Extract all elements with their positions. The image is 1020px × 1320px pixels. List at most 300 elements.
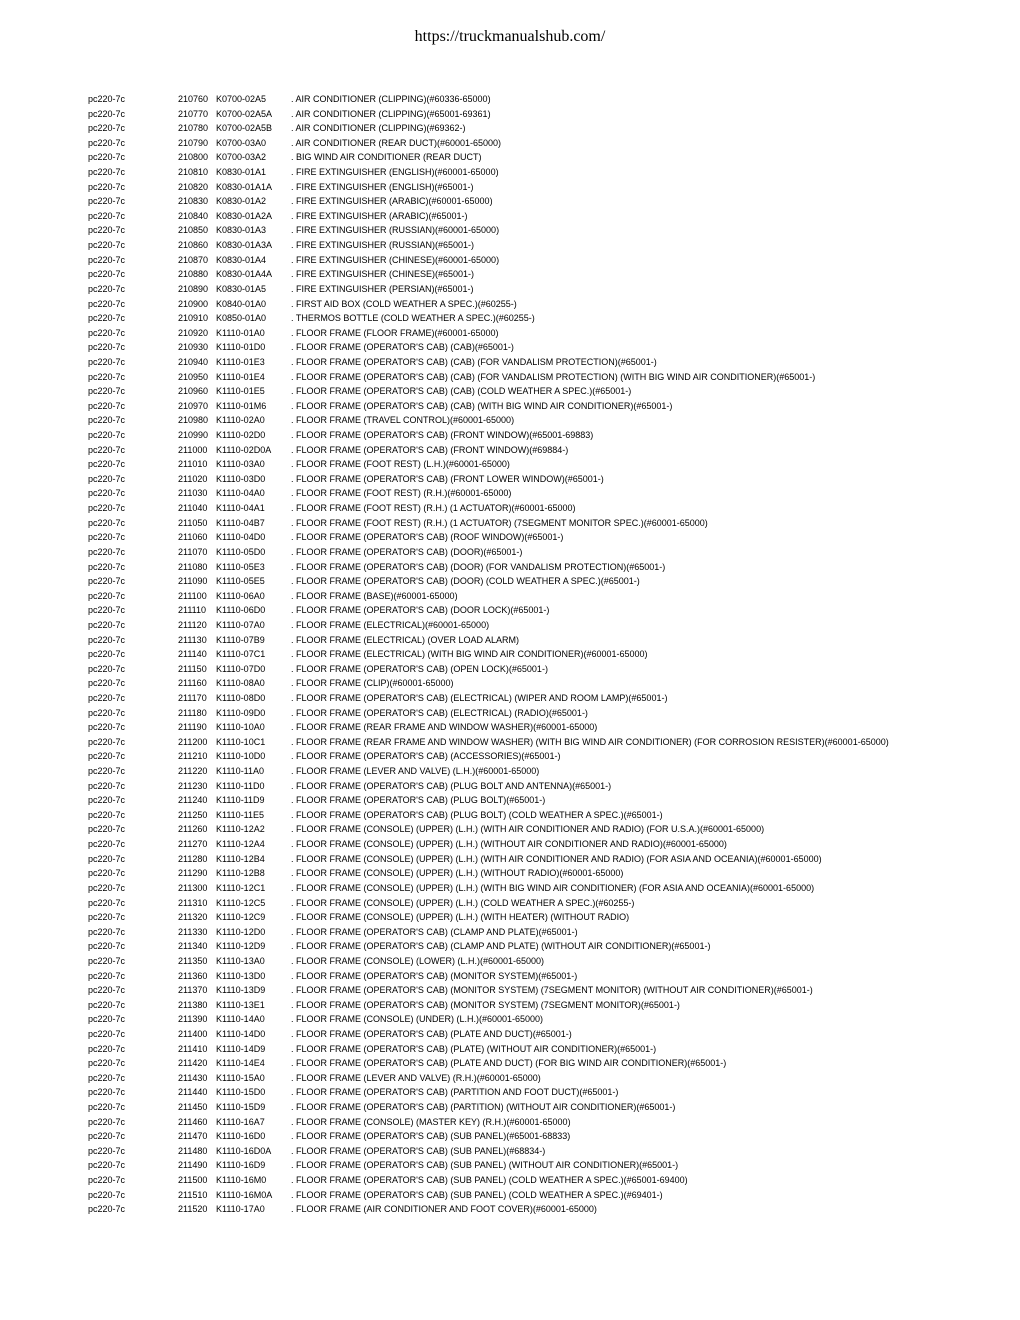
part-number-cell: K1110-16A7 [216, 1116, 265, 1127]
part-number-cell: K1110-16D0 [216, 1131, 266, 1142]
part-number-cell: K1110-04A0 [216, 488, 265, 499]
part-number-cell: K1110-06D0 [216, 605, 266, 616]
sequence-cell: 211520 [178, 1204, 208, 1215]
sequence-cell: 210810 [178, 167, 209, 178]
sequence-cell: 210820 [178, 181, 209, 192]
part-number-cell: K1110-14A0 [216, 1014, 265, 1025]
table-row [88, 107, 1008, 122]
table-row [88, 983, 1008, 998]
sequence-cell: 211500 [178, 1175, 208, 1186]
sequence-cell: 210780 [178, 123, 209, 134]
part-number-cell: K0700-03A2 [216, 152, 267, 163]
table-row [88, 150, 1008, 165]
sequence-cell: 210860 [178, 240, 209, 251]
table-row [88, 297, 1008, 312]
part-number-cell: K1110-01E4 [216, 371, 265, 382]
sequence-cell: 211170 [178, 692, 207, 703]
part-number-cell: K1110-12C9 [216, 912, 266, 923]
table-row [88, 1085, 1008, 1100]
sequence-cell: 211110 [178, 605, 207, 616]
sequence-cell: 211450 [178, 1102, 208, 1113]
description-cell: . FLOOR FRAME (CLIP)(#60001-65000) [291, 678, 454, 689]
description-cell: . FLOOR FRAME (OPERATOR'S CAB) (PLUG BOLT AND ANTENNA)(#65001-) [291, 780, 612, 791]
table-row [88, 808, 1008, 823]
model-cell: pc220-7c [88, 123, 126, 134]
model-cell: pc220-7c [88, 254, 126, 265]
sequence-cell: 210980 [178, 415, 209, 426]
model-cell: pc220-7c [88, 736, 126, 747]
part-number-cell: K1110-12B4 [216, 853, 265, 864]
part-number-cell: K1110-04D0 [216, 532, 266, 543]
description-cell: . FLOOR FRAME (OPERATOR'S CAB) (OPEN LOCK)(#65001-) [291, 663, 548, 674]
part-number-cell: K1110-10A0 [216, 722, 265, 733]
table-row [88, 735, 1008, 750]
part-number-cell: K1110-02D0 [216, 430, 266, 441]
sequence-cell: 210800 [178, 152, 209, 163]
sequence-cell: 210990 [178, 430, 209, 441]
sequence-cell: 211130 [178, 634, 207, 645]
part-number-cell: K1110-16M0A [216, 1189, 273, 1200]
table-row [88, 706, 1008, 721]
sequence-cell: 211280 [178, 853, 208, 864]
description-cell: . FIRE EXTINGUISHER (CHINESE)(#60001-65000) [291, 254, 500, 265]
description-cell: . FLOOR FRAME (ELECTRICAL)(#60001-65000) [291, 619, 490, 630]
sequence-cell: 211300 [178, 882, 208, 893]
model-cell: pc220-7c [88, 839, 126, 850]
part-number-cell: K1110-11D9 [216, 795, 265, 806]
model-cell: pc220-7c [88, 649, 126, 660]
model-cell: pc220-7c [88, 167, 126, 178]
description-cell: . FLOOR FRAME (CONSOLE) (UPPER) (L.H.) (WITHOUT AIR CONDITIONER AND RADIO)(#60001-65000) [291, 839, 727, 850]
table-row [88, 530, 1008, 545]
description-cell: . FLOOR FRAME (OPERATOR'S CAB) (CAB) (FOR VANDALISM PROTECTION)(#65001-) [291, 356, 657, 367]
model-cell: pc220-7c [88, 473, 126, 484]
part-number-cell: K0700-03A0 [216, 137, 267, 148]
sequence-cell: 211490 [178, 1160, 208, 1171]
model-cell: pc220-7c [88, 356, 126, 367]
table-row [88, 749, 1008, 764]
description-cell: . FLOOR FRAME (CONSOLE) (UNDER) (L.H.)(#60001-65000) [291, 1014, 544, 1025]
sequence-cell: 211140 [178, 649, 207, 660]
model-cell: pc220-7c [88, 283, 126, 294]
part-number-cell: K1110-07D0 [216, 663, 266, 674]
description-cell: . AIR CONDITIONER (CLIPPING)(#60336-65000) [291, 94, 491, 104]
part-number-cell: K0830-01A1 [216, 167, 267, 178]
part-number-cell: K0830-01A3A [216, 240, 273, 251]
description-cell: . FLOOR FRAME (CONSOLE) (UPPER) (L.H.) (WITH HEATER) (WITHOUT RADIO) [291, 912, 630, 923]
table-row [88, 223, 1008, 238]
description-cell: . FLOOR FRAME (CONSOLE) (LOWER) (L.H.)(#60001-65000) [291, 955, 545, 966]
sequence-cell: 211150 [178, 663, 207, 674]
table-row [88, 238, 1008, 253]
table-row [88, 676, 1008, 691]
page-header-url: https://truckmanualshub.com/ [414, 28, 606, 45]
sequence-cell: 210970 [178, 400, 209, 411]
table-row [88, 1115, 1008, 1130]
table-row [88, 1129, 1008, 1144]
part-number-cell: K1110-13A0 [216, 955, 265, 966]
sequence-cell: 211090 [178, 576, 208, 587]
description-cell: . FLOOR FRAME (FLOOR FRAME)(#60001-65000) [291, 327, 499, 338]
description-cell: . FLOOR FRAME (TRAVEL CONTROL)(#60001-65000) [291, 415, 515, 426]
description-cell: . FLOOR FRAME (OPERATOR'S CAB) (CAB) (COLD WEATHER A SPEC.)(#65001-) [291, 386, 632, 397]
part-number-cell: K1110-12B8 [216, 868, 265, 879]
parts-list [88, 92, 1008, 1217]
part-number-cell: K0830-01A1A [216, 181, 273, 192]
sequence-cell: 211350 [178, 955, 208, 966]
model-cell: pc220-7c [88, 868, 126, 879]
model-cell: pc220-7c [88, 590, 126, 601]
table-row [88, 1027, 1008, 1042]
sequence-cell: 210880 [178, 269, 209, 280]
description-cell: . FLOOR FRAME (OPERATOR'S CAB) (PLATE AND DUCT)(#65001-) [291, 1029, 572, 1039]
part-number-cell: K1110-08D0 [216, 692, 266, 703]
part-number-cell: K1110-04A1 [216, 503, 265, 514]
model-cell: pc220-7c [88, 240, 126, 251]
table-row [88, 355, 1008, 370]
part-number-cell: K1110-08A0 [216, 678, 265, 689]
description-cell: . FLOOR FRAME (REAR FRAME AND WINDOW WASHER) (WITH BIG WIND AIR CONDITIONER) (FOR CORROSION RESISTER)(#60001-65000) [291, 736, 889, 747]
model-cell: pc220-7c [88, 342, 126, 353]
model-cell: pc220-7c [88, 400, 126, 411]
model-cell: pc220-7c [88, 225, 126, 236]
model-cell: pc220-7c [88, 196, 126, 207]
part-number-cell: K1110-07A0 [216, 619, 265, 630]
part-number-cell: K1110-05E5 [216, 576, 265, 587]
description-cell: . FLOOR FRAME (CONSOLE) (MASTER KEY) (R.H.)(#60001-65000) [291, 1116, 571, 1127]
part-number-cell: K1110-16D0A [216, 1145, 272, 1156]
model-cell: pc220-7c [88, 1116, 126, 1127]
description-cell: . AIR CONDITIONER (CLIPPING)(#65001-69361) [291, 108, 491, 119]
table-row [88, 896, 1008, 911]
model-cell: pc220-7c [88, 985, 126, 996]
part-number-cell: K1110-15A0 [216, 1072, 265, 1083]
part-number-cell: K1110-03A0 [216, 459, 265, 470]
description-cell: . FLOOR FRAME (OPERATOR'S CAB) (PARTITION AND FOOT DUCT)(#65001-) [291, 1087, 619, 1098]
description-cell: . FLOOR FRAME (OPERATOR'S CAB) (CLAMP AND PLATE) (WITHOUT AIR CONDITIONER)(#65001-) [291, 941, 711, 952]
description-cell: . AIR CONDITIONER (REAR DUCT)(#60001-65000) [291, 137, 502, 148]
table-row [88, 194, 1008, 209]
table-row [88, 691, 1008, 706]
model-cell: pc220-7c [88, 1072, 126, 1083]
table-row [88, 852, 1008, 867]
table-row [88, 1100, 1008, 1115]
model-cell: pc220-7c [88, 532, 126, 543]
table-row [88, 662, 1008, 677]
table-row [88, 822, 1008, 837]
model-cell: pc220-7c [88, 430, 126, 441]
table-row [88, 545, 1008, 560]
model-cell: pc220-7c [88, 707, 126, 718]
part-number-cell: K1110-15D0 [216, 1087, 266, 1098]
sequence-cell: 211440 [178, 1087, 208, 1098]
sequence-cell: 211480 [178, 1145, 208, 1156]
model-cell: pc220-7c [88, 999, 126, 1010]
part-number-cell: K1110-13D9 [216, 985, 266, 996]
sequence-cell: 210840 [178, 210, 209, 221]
description-cell: . FLOOR FRAME (FOOT REST) (R.H.) (1 ACTUATOR) (7SEGMENT MONITOR SPEC.)(#60001-65000) [291, 517, 708, 528]
part-number-cell: K1110-01E5 [216, 386, 265, 397]
description-cell: . FLOOR FRAME (OPERATOR'S CAB) (DOOR)(#65001-) [291, 546, 523, 557]
table-row [88, 472, 1008, 487]
sequence-cell: 210770 [178, 108, 209, 119]
part-number-cell: K1110-14E4 [216, 1058, 265, 1069]
table-row [88, 1173, 1008, 1188]
description-cell: . AIR CONDITIONER (CLIPPING)(#69362-) [291, 123, 466, 134]
description-cell: . FIRE EXTINGUISHER (ARABIC)(#60001-65000) [291, 196, 493, 207]
sequence-cell: 211000 [178, 444, 208, 455]
sequence-cell: 211200 [178, 736, 208, 747]
part-number-cell: K0700-02A5B [216, 123, 273, 134]
table-row [88, 180, 1008, 195]
description-cell: . FLOOR FRAME (OPERATOR'S CAB) (ELECTRICAL) (WIPER AND ROOM LAMP)(#65001-) [291, 692, 668, 703]
model-cell: pc220-7c [88, 1131, 126, 1142]
model-cell: pc220-7c [88, 1204, 126, 1215]
part-number-cell: K1110-10C1 [216, 736, 266, 747]
sequence-cell: 210760 [178, 94, 209, 104]
table-row [88, 881, 1008, 896]
table-row [88, 603, 1008, 618]
model-cell: pc220-7c [88, 1160, 126, 1171]
part-number-cell: K1110-02A0 [216, 415, 265, 426]
part-number-cell: K1110-05E3 [216, 561, 265, 572]
sequence-cell: 211310 [178, 897, 208, 908]
description-cell: . FLOOR FRAME (CONSOLE) (UPPER) (L.H.) (WITH AIR CONDITIONER AND RADIO) (FOR ASIA AND OCEANIA)(#60001-65000) [291, 853, 822, 864]
model-cell: pc220-7c [88, 210, 126, 221]
table-row [88, 267, 1008, 282]
description-cell: . FLOOR FRAME (AIR CONDITIONER AND FOOT COVER)(#60001-65000) [291, 1204, 597, 1215]
part-number-cell: K1110-05D0 [216, 546, 266, 557]
sequence-cell: 211120 [178, 619, 207, 630]
description-cell: . FLOOR FRAME (OPERATOR'S CAB) (PLUG BOLT)(#65001-) [291, 795, 546, 806]
part-number-cell: K1110-12A2 [216, 824, 265, 835]
table-row [88, 779, 1008, 794]
model-cell: pc220-7c [88, 780, 126, 791]
model-cell: pc220-7c [88, 926, 126, 937]
model-cell: pc220-7c [88, 576, 126, 587]
sequence-cell: 211220 [178, 766, 208, 777]
model-cell: pc220-7c [88, 503, 126, 514]
part-number-cell: K0700-02A5A [216, 108, 273, 119]
part-number-cell: K1110-01A0 [216, 327, 265, 338]
part-number-cell: K1110-12A4 [216, 839, 265, 850]
sequence-cell: 211250 [178, 809, 208, 820]
part-number-cell: K1110-10D0 [216, 751, 266, 762]
part-number-cell: K1110-11A0 [216, 766, 265, 777]
sequence-cell: 211160 [178, 678, 207, 689]
part-number-cell: K1110-16D9 [216, 1160, 266, 1171]
table-row [88, 939, 1008, 954]
description-cell: . FLOOR FRAME (OPERATOR'S CAB) (PARTITION) (WITHOUT AIR CONDITIONER)(#65001-) [291, 1102, 676, 1113]
part-number-cell: K1110-01M6 [216, 400, 267, 411]
description-cell: . FLOOR FRAME (OPERATOR'S CAB) (SUB PANEL)(#65001-68833) [291, 1131, 571, 1142]
model-cell: pc220-7c [88, 605, 126, 616]
part-number-cell: K1110-11D0 [216, 780, 265, 791]
part-number-cell: K1110-04B7 [216, 517, 265, 528]
sequence-cell: 210900 [178, 298, 209, 309]
part-number-cell: K1110-06A0 [216, 590, 265, 601]
model-cell: pc220-7c [88, 1029, 126, 1039]
table-row [88, 925, 1008, 940]
sequence-cell: 211040 [178, 503, 208, 514]
table-row [88, 516, 1008, 531]
part-number-cell: K0830-01A4 [216, 254, 267, 265]
description-cell: . FLOOR FRAME (BASE)(#60001-65000) [291, 590, 458, 601]
part-number-cell: K1110-12C1 [216, 882, 266, 893]
description-cell: . FLOOR FRAME (OPERATOR'S CAB) (SUB PANEL) (COLD WEATHER A SPEC.)(#69401-) [291, 1189, 663, 1200]
model-cell: pc220-7c [88, 298, 126, 309]
sequence-cell: 210790 [178, 137, 209, 148]
table-row [88, 253, 1008, 268]
table-row [88, 589, 1008, 604]
model-cell: pc220-7c [88, 269, 126, 280]
table-row [88, 92, 1008, 107]
sequence-cell: 211340 [178, 941, 208, 952]
model-cell: pc220-7c [88, 619, 126, 630]
model-cell: pc220-7c [88, 1145, 126, 1156]
table-row [88, 837, 1008, 852]
model-cell: pc220-7c [88, 897, 126, 908]
model-cell: pc220-7c [88, 722, 126, 733]
part-number-cell: K0850-01A0 [216, 313, 267, 324]
sequence-cell: 211370 [178, 985, 208, 996]
sequence-cell: 211320 [178, 912, 208, 923]
description-cell: . FLOOR FRAME (OPERATOR'S CAB) (FRONT WINDOW)(#69884-) [291, 444, 569, 455]
sequence-cell: 211240 [178, 795, 208, 806]
description-cell: . FLOOR FRAME (LEVER AND VALVE) (L.H.)(#60001-65000) [291, 766, 540, 777]
model-cell: pc220-7c [88, 327, 126, 338]
model-cell: pc220-7c [88, 488, 126, 499]
table-row [88, 969, 1008, 984]
part-number-cell: K1110-12C5 [216, 897, 266, 908]
table-row [88, 633, 1008, 648]
description-cell: . FLOOR FRAME (OPERATOR'S CAB) (CAB) (WITH BIG WIND AIR CONDITIONER)(#65001-) [291, 400, 673, 411]
part-number-cell: K1110-13E1 [216, 999, 265, 1010]
sequence-cell: 211410 [178, 1043, 208, 1054]
description-cell: . FLOOR FRAME (CONSOLE) (UPPER) (L.H.) (COLD WEATHER A SPEC.)(#60255-) [291, 897, 635, 908]
part-number-cell: K1110-03D0 [216, 473, 266, 484]
table-row [88, 399, 1008, 414]
part-number-cell: K1110-02D0A [216, 444, 272, 455]
table-row [88, 574, 1008, 589]
model-cell: pc220-7c [88, 1175, 126, 1186]
table-row [88, 165, 1008, 180]
description-cell: . FLOOR FRAME (OPERATOR'S CAB) (PLATE) (WITHOUT AIR CONDITIONER)(#65001-) [291, 1043, 657, 1054]
description-cell: . FLOOR FRAME (OPERATOR'S CAB) (DOOR LOCK)(#65001-) [291, 605, 550, 616]
part-number-cell: K0700-02A5 [216, 94, 267, 104]
model-cell: pc220-7c [88, 444, 126, 455]
model-cell: pc220-7c [88, 1014, 126, 1025]
description-cell: . FLOOR FRAME (CONSOLE) (UPPER) (L.H.) (WITH BIG WIND AIR CONDITIONER) (FOR ASIA AND OCEANIA)(#60001-65000) [291, 882, 815, 893]
part-number-cell: K0830-01A3 [216, 225, 267, 236]
part-number-cell: K1110-11E5 [216, 809, 265, 820]
description-cell: . FLOOR FRAME (OPERATOR'S CAB) (SUB PANEL) (COLD WEATHER A SPEC.)(#65001-69400) [291, 1175, 688, 1186]
description-cell: . FLOOR FRAME (OPERATOR'S CAB) (FRONT LOWER WINDOW)(#65001-) [291, 473, 604, 484]
sequence-cell: 211030 [178, 488, 208, 499]
table-row [88, 486, 1008, 501]
part-number-cell: K1110-01D0 [216, 342, 266, 353]
sequence-cell: 211390 [178, 1014, 208, 1025]
description-cell: . FLOOR FRAME (ELECTRICAL) (OVER LOAD ALARM) [291, 634, 520, 645]
model-cell: pc220-7c [88, 1087, 126, 1098]
description-cell: . FLOOR FRAME (LEVER AND VALVE) (R.H.)(#60001-65000) [291, 1072, 541, 1083]
model-cell: pc220-7c [88, 152, 126, 163]
table-row [88, 560, 1008, 575]
table-row [88, 954, 1008, 969]
description-cell: . FLOOR FRAME (OPERATOR'S CAB) (ACCESSORIES)(#65001-) [291, 751, 561, 762]
description-cell: . FLOOR FRAME (OPERATOR'S CAB) (SUB PANEL) (WITHOUT AIR CONDITIONER)(#65001-) [291, 1160, 679, 1171]
model-cell: pc220-7c [88, 824, 126, 835]
model-cell: pc220-7c [88, 751, 126, 762]
description-cell: . FLOOR FRAME (OPERATOR'S CAB) (DOOR) (COLD WEATHER A SPEC.)(#65001-) [291, 576, 640, 587]
description-cell: . FIRST AID BOX (COLD WEATHER A SPEC.)(#60255-) [291, 298, 517, 309]
part-number-cell: K1110-01E3 [216, 356, 265, 367]
model-cell: pc220-7c [88, 941, 126, 952]
description-cell: . FIRE EXTINGUISHER (RUSSIAN)(#65001-) [291, 240, 475, 251]
model-cell: pc220-7c [88, 795, 126, 806]
model-cell: pc220-7c [88, 415, 126, 426]
sequence-cell: 211010 [178, 459, 208, 470]
description-cell: . FIRE EXTINGUISHER (ENGLISH)(#60001-65000) [291, 167, 499, 178]
description-cell: . FLOOR FRAME (CONSOLE) (UPPER) (L.H.) (WITH AIR CONDITIONER AND RADIO) (FOR U.S.A.)(#60001-65000) [291, 824, 765, 835]
sequence-cell: 211260 [178, 824, 208, 835]
table-row [88, 340, 1008, 355]
model-cell: pc220-7c [88, 678, 126, 689]
part-number-cell: K0830-01A4A [216, 269, 273, 280]
model-cell: pc220-7c [88, 766, 126, 777]
model-cell: pc220-7c [88, 108, 126, 119]
sequence-cell: 211060 [178, 532, 208, 543]
table-row [88, 121, 1008, 136]
description-cell: . FIRE EXTINGUISHER (ARABIC)(#65001-) [291, 210, 468, 221]
model-cell: pc220-7c [88, 1189, 126, 1200]
model-cell: pc220-7c [88, 634, 126, 645]
model-cell: pc220-7c [88, 561, 126, 572]
sequence-cell: 211080 [178, 561, 208, 572]
model-cell: pc220-7c [88, 371, 126, 382]
model-cell: pc220-7c [88, 1058, 126, 1069]
table-row [88, 1012, 1008, 1027]
sequence-cell: 210910 [178, 313, 209, 324]
description-cell: . FLOOR FRAME (OPERATOR'S CAB) (CAB) (FOR VANDALISM PROTECTION) (WITH BIG WIND AIR CONDITIONER)(#65001-) [291, 371, 816, 382]
part-number-cell: K0830-01A5 [216, 283, 267, 294]
description-cell: . FLOOR FRAME (OPERATOR'S CAB) (MONITOR SYSTEM) (7SEGMENT MONITOR)(#65001-) [291, 999, 680, 1010]
sequence-cell: 210830 [178, 196, 209, 207]
model-cell: pc220-7c [88, 853, 126, 864]
sequence-cell: 211460 [178, 1116, 208, 1127]
sequence-cell: 211290 [178, 868, 208, 879]
sequence-cell: 211400 [178, 1029, 208, 1039]
description-cell: . FLOOR FRAME (OPERATOR'S CAB) (CLAMP AND PLATE)(#65001-) [291, 926, 578, 937]
model-cell: pc220-7c [88, 386, 126, 397]
description-cell: . FLOOR FRAME (FOOT REST) (L.H.)(#60001-65000) [291, 459, 510, 470]
sequence-cell: 211070 [178, 546, 208, 557]
table-row [88, 866, 1008, 881]
model-cell: pc220-7c [88, 692, 126, 703]
table-row [88, 501, 1008, 516]
table-row [88, 384, 1008, 399]
sequence-cell: 211470 [178, 1131, 208, 1142]
description-cell: . FLOOR FRAME (CONSOLE) (UPPER) (L.H.) (WITHOUT RADIO)(#60001-65000) [291, 868, 624, 879]
description-cell: . FLOOR FRAME (OPERATOR'S CAB) (ROOF WINDOW)(#65001-) [291, 532, 564, 543]
sequence-cell: 210850 [178, 225, 209, 236]
part-number-cell: K1110-15D9 [216, 1102, 266, 1113]
part-number-cell: K1110-13D0 [216, 970, 266, 981]
description-cell: . FLOOR FRAME (ELECTRICAL) (WITH BIG WIND AIR CONDITIONER)(#60001-65000) [291, 649, 648, 660]
description-cell: . FLOOR FRAME (OPERATOR'S CAB) (PLUG BOLT) (COLD WEATHER A SPEC.)(#65001-) [291, 809, 663, 820]
part-number-cell: K1110-16M0 [216, 1175, 267, 1186]
table-row [88, 764, 1008, 779]
